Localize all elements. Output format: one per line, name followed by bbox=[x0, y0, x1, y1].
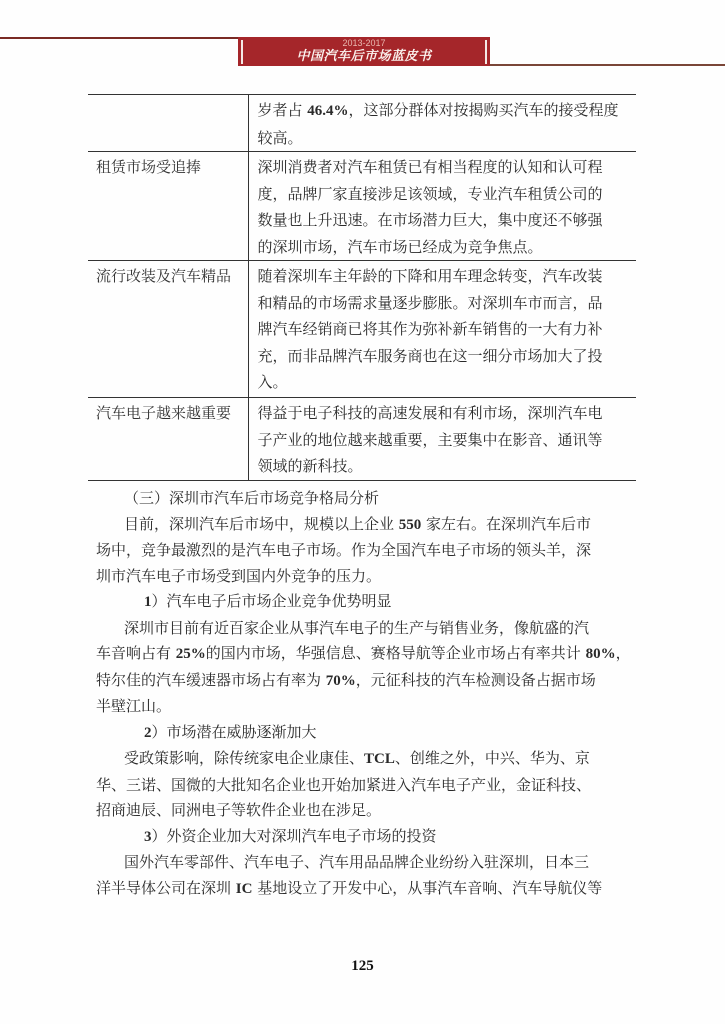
row-description bbox=[248, 152, 636, 261]
header-years: 2013-2017 bbox=[342, 38, 386, 48]
row-description bbox=[248, 398, 636, 481]
paragraph-line: 华、三诺、国微的大批知名企业也开始加紧进入汽车电子产业，金证科技、 bbox=[96, 775, 592, 794]
subsection-number: 1 bbox=[144, 594, 152, 610]
header-title: 中国汽车后市场蓝皮书 bbox=[296, 49, 432, 64]
paragraph-line: 深圳市目前有近百家企业从事汽车电子的生产与销售业务，像航盛的汽 bbox=[124, 618, 590, 637]
subsection-heading: 3）外资企业加大对深圳汽车电子市场的投资 bbox=[144, 826, 437, 845]
description-line: 牌汽车经销商已将其作为弥补新车销售的一大有力补 bbox=[257, 320, 603, 338]
header-rule-left bbox=[0, 37, 241, 39]
paragraph-line: 国外汽车零部件、汽车电子、汽车用品品牌企业纷纷入驻深圳，日本三 bbox=[124, 853, 590, 871]
header-rule-right bbox=[490, 64, 725, 66]
paragraph-line: 圳市汽车电子市场受到国内外竞争的压力。 bbox=[96, 566, 382, 585]
row-description bbox=[248, 95, 636, 152]
section-content bbox=[96, 486, 640, 902]
bold-figure: 550 bbox=[398, 516, 422, 533]
subsections bbox=[96, 589, 640, 902]
paragraph-line: 洋半导体公司在深圳 IC 基地设立了开发中心，从事汽车音响、汽车导航仪等 bbox=[96, 878, 603, 897]
subsection-number: 2 bbox=[144, 724, 152, 741]
row-label: 租赁市场受追捧 bbox=[88, 152, 248, 261]
table-row bbox=[88, 95, 636, 152]
description-line: 入。 bbox=[257, 373, 288, 391]
subsection-heading: 1）汽车电子后市场企业竞争优势明显 bbox=[144, 592, 392, 610]
description-line: 较高。 bbox=[257, 128, 303, 147]
paragraph-line: 车音响占有 25%的国内市场，华强信息、赛格导航等企业市场占有率共计 80%， bbox=[96, 644, 631, 662]
description-line: 度，品牌厂家直接涉足该领域，专业汽车租赁公司的 bbox=[257, 184, 603, 203]
paragraph-line: 特尔佳的汽车缓速器市场占有率为 70%，元征科技的汽车检测设备占据市场 bbox=[96, 670, 596, 689]
section-heading: （三）深圳市汽车后市场竞争格局分析 bbox=[124, 489, 380, 507]
bold-figure: 70% bbox=[325, 672, 356, 689]
description-line: 子产业的地位越来越重要，主要集中在影音、通讯等 bbox=[257, 430, 603, 449]
table-row bbox=[88, 152, 636, 261]
bold-figure: 46.4% bbox=[307, 103, 349, 119]
row-description bbox=[248, 261, 636, 398]
description-line: 和精品的市场需求量逐步膨胀。对深圳车市而言，品 bbox=[257, 293, 603, 312]
description-line: 得益于电子科技的高速发展和有利市场，深圳汽车电 bbox=[257, 404, 603, 422]
description-line: 岁者占 46.4%，这部分群体对按揭购买汽车的接受程度 bbox=[257, 101, 619, 119]
bold-figure: IC bbox=[235, 880, 253, 897]
paragraph-line: 招商迪辰、同洲电子等软件企业也在涉足。 bbox=[96, 801, 382, 819]
subsection-heading: 2）市场潜在威胁逐渐加大 bbox=[144, 722, 317, 741]
subsection-number: 3 bbox=[144, 828, 152, 845]
paragraph-line: 受政策影响，除传统家电企业康佳、TCL、创维之外，中兴、华为、京 bbox=[124, 749, 590, 767]
description-line: 深圳消费者对汽车租赁已有相当程度的认知和认可程 bbox=[257, 158, 603, 176]
description-line: 充，而非品牌汽车服务商也在这一细分市场加大了投 bbox=[257, 346, 603, 365]
page-number: 125 bbox=[351, 958, 374, 974]
table-row bbox=[88, 261, 636, 398]
paragraph-line: 场中，竞争最激烈的是汽车电子市场。作为全国汽车电子市场的领头羊，深 bbox=[96, 541, 592, 559]
description-line: 领域的新科技。 bbox=[257, 457, 363, 475]
row-label: 汽车电子越来越重要 bbox=[88, 398, 248, 481]
description-line: 的深圳市场，汽车市场已经成为竞争焦点。 bbox=[257, 237, 543, 256]
bold-figure: 80% bbox=[585, 646, 616, 662]
description-line: 随着深圳车主年龄的下降和用车理念转变，汽车改装 bbox=[257, 267, 603, 285]
bold-figure: TCL bbox=[364, 751, 395, 767]
paragraph-line: 半壁江山。 bbox=[96, 697, 172, 715]
market-trends-table bbox=[88, 94, 636, 481]
row-label bbox=[88, 95, 248, 152]
table-row bbox=[88, 398, 636, 481]
description-line: 数量也上升迅速。在市场潜力巨大，集中度还不够强 bbox=[257, 211, 603, 229]
bold-figure: 25% bbox=[175, 646, 206, 662]
intro-paragraph bbox=[96, 512, 640, 590]
row-label: 流行改装及汽车精品 bbox=[88, 261, 248, 398]
paragraph-line: 目前，深圳汽车后市场中，规模以上企业 550 家左右。在深圳汽车后市 bbox=[124, 514, 592, 533]
